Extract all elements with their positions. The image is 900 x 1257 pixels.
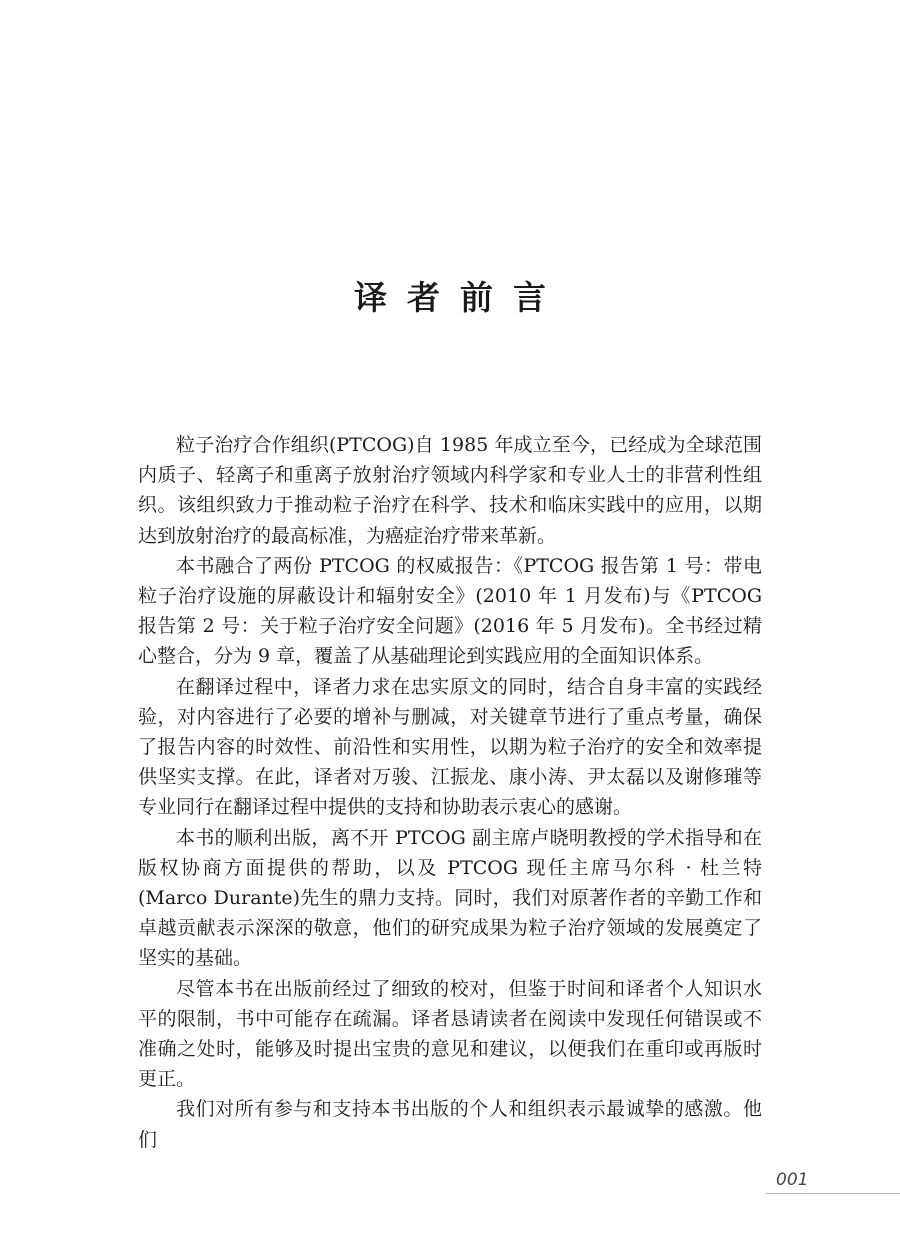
paragraph-3: 在翻译过程中，译者力求在忠实原文的同时，结合自身丰富的实践经验，对内容进行了必要的增补与删减，对关键章节进行了重点考量，确保了报告内容的时效性、前沿性和实用性，以期为粒子治疗的安全和效率提供坚实支撑。在此，译者对万骏、江振龙、康小涛、尹太磊以及谢修璀等专业同行在翻译过程中提供的支持和协助表示衷心的感谢。 [138,675,762,819]
paragraph-1: 粒子治疗合作组织(PTCOG)自 1985 年成立至今，已经成为全球范围内质子、轻离子和重离子放射治疗领域内科学家和专业人士的非营利性组织。该组织致力于推动粒子治疗在科学、技术和临床实践中的应用，以期达到放射治疗的最高标准，为癌症治疗带来革新。 [138,434,762,547]
paragraph-2: 本书融合了两份 PTCOG 的权威报告：《PTCOG 报告第 1 号：带电粒子治疗设施的屏蔽设计和辐射安全》(2010 年 1 月发布)与《PTCOG 报告第 2 号：关于粒子治疗安全问题》(2016 年 5 月发布)。全书经过精心整合，分为 9 章，覆盖了从基础理论到实践应用的全面知识体系。 [138,554,762,668]
paragraph-6: 我们对所有参与和支持本书出版的个人和组织表示最诚挚的感激。他们 [138,1098,762,1151]
paragraph-5: 尽管本书在出版前经过了细致的校对，但鉴于时间和译者个人知识水平的限制，书中可能存在疏漏。译者恳请读者在阅读中发现任何错误或不准确之处时，能够及时提出宝贵的意见和建议，以便我们在重印或再版时更正。 [138,977,762,1091]
paragraph-4: 本书的顺利出版，离不开 PTCOG 副主席卢晓明教授的学术指导和在版权协商方面提供的帮助，以及 PTCOG 现任主席马尔科 · 杜兰特(Marco Durante)先生的鼎力支持。同时，我们对原著作者的辛勤工作和卓越贡献表示深深的敬意，他们的研究成果为粒子治疗领域的发展奠定了坚实的基础。 [138,826,762,970]
footer-rule [766,1193,900,1194]
page-number: 001 [776,1170,809,1190]
page-title: 译者前言 [354,278,566,317]
preface-body [138,430,762,1155]
